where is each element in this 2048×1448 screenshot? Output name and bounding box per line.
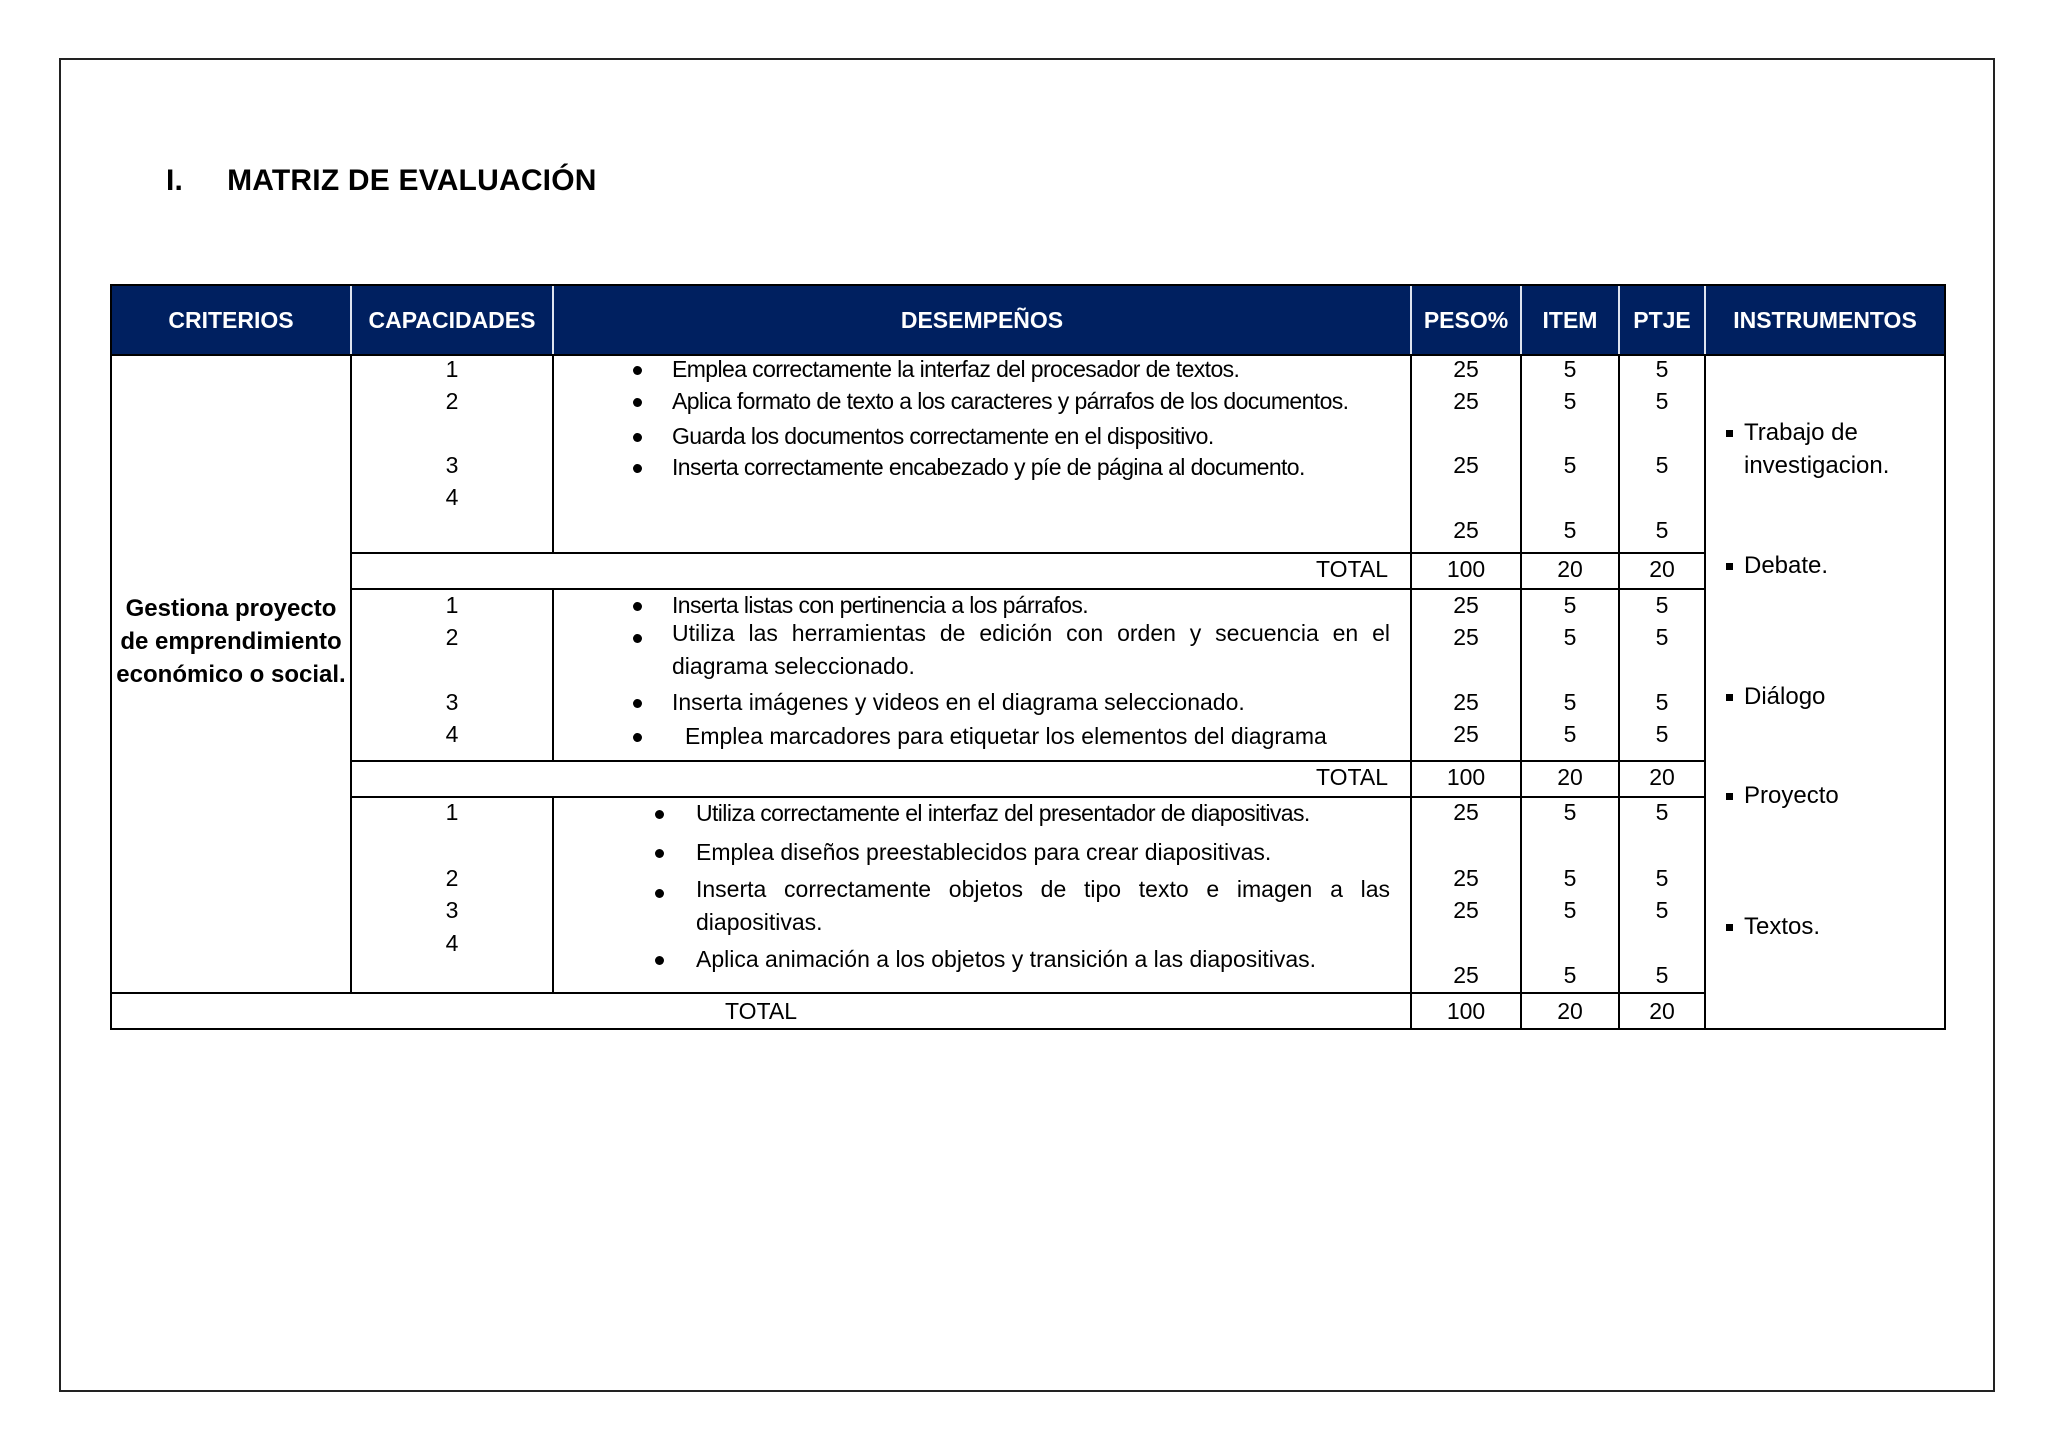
section-heading [166,164,597,198]
item-value: 5 [1563,624,1577,650]
item-value: 5 [1563,962,1577,988]
row-rule [350,760,1704,762]
square-bullet-icon [1726,924,1733,931]
total-ptje: 20 [1649,998,1675,1024]
ptje-value: 5 [1655,897,1669,923]
ptje-value: 5 [1655,799,1669,825]
performance-text: Utiliza correctamente el interfaz del presentador de diapositivas. [696,800,1310,826]
peso-value: 25 [1453,452,1479,478]
total-peso: 100 [1446,556,1486,582]
bullet-icon [655,889,664,898]
instrument-text: Diálogo [1744,683,1826,710]
total-peso: 100 [1446,764,1486,790]
ptje-value: 5 [1655,356,1669,382]
instrument-text: Proyecto [1744,782,1839,809]
capacity-number: 1 [445,356,459,382]
row-rule [350,552,1704,554]
performance-text: Emplea diseños preestablecidos para crear diapositivas. [696,839,1272,865]
square-bullet-icon [1726,793,1733,800]
bullet-icon [633,464,642,473]
total-item: 20 [1557,556,1583,582]
header-item: ITEM [1542,306,1598,333]
total-ptje: 20 [1649,556,1675,582]
capacity-number: 3 [445,689,459,715]
peso-value: 25 [1453,356,1479,382]
bullet-icon [633,398,642,407]
capacity-number: 3 [445,452,459,478]
peso-value: 25 [1453,388,1479,414]
total-label: TOTAL [1316,556,1388,582]
item-value: 5 [1563,721,1577,747]
capacity-number: 4 [445,930,459,956]
peso-value: 25 [1453,962,1479,988]
capacity-number: 2 [445,624,459,650]
ptje-value: 5 [1655,624,1669,650]
capacity-number: 3 [445,897,459,923]
ptje-value: 5 [1655,517,1669,543]
performance-text: Inserta correctamente objetos de tipo texto e imagen a las diapositivas. [696,876,1390,935]
capacity-number: 1 [445,592,459,618]
instrument-text: Trabajo de investigacion. [1744,419,1890,479]
ptje-value: 5 [1655,592,1669,618]
performance-text: Aplica animación a los objetos y transición a las diapositivas. [696,946,1317,972]
peso-value: 25 [1453,865,1479,891]
performance-text: Guarda los documentos correctamente en el dispositivo. [672,423,1214,449]
performance-text: Inserta listas con pertinencia a los párrafos. [672,592,1089,618]
item-value: 5 [1563,388,1577,414]
bullet-icon [655,956,664,965]
column-rule [552,796,554,992]
item-value: 5 [1563,452,1577,478]
item-value: 5 [1563,865,1577,891]
bullet-icon [655,810,664,819]
ptje-value: 5 [1655,865,1669,891]
item-value: 5 [1563,517,1577,543]
performance-text: Emplea marcadores para etiquetar los elementos del diagrama [685,723,1327,749]
criterion-cell: Gestiona proyecto de emprendimiento económico o social. [116,595,346,688]
capacity-number: 2 [445,865,459,891]
total-item: 20 [1557,998,1583,1024]
total-peso: 100 [1446,998,1486,1024]
capacity-number: 2 [445,388,459,414]
header-instrumentos: INSTRUMENTOS [1733,306,1917,333]
row-rule [112,992,1704,994]
item-value: 5 [1563,689,1577,715]
instrument-text: Textos. [1744,913,1821,940]
total-item: 20 [1557,764,1583,790]
bullet-icon [633,733,642,742]
square-bullet-icon [1726,430,1733,437]
header-ptje: PTJE [1633,306,1691,333]
evaluation-matrix-table [110,284,1946,1030]
performance-text: Utiliza las herramientas de edición con orden y secuencia en el diagrama seleccionado. [672,620,1390,679]
section-title: MATRIZ DE EVALUACIÓN [227,164,597,197]
ptje-value: 5 [1655,962,1669,988]
square-bullet-icon [1726,694,1733,701]
ptje-value: 5 [1655,721,1669,747]
item-value: 5 [1563,356,1577,382]
total-label: TOTAL [1316,764,1388,790]
header-desempenos: DESEMPEÑOS [900,306,1064,333]
peso-value: 25 [1453,799,1479,825]
header-criterios: CRITERIOS [168,306,294,333]
instrument-text: Debate. [1744,552,1829,579]
bullet-icon [633,634,642,643]
peso-value: 25 [1453,689,1479,715]
column-rule [1704,354,1706,1030]
header-capacidades: CAPACIDADES [368,306,536,333]
bullet-icon [633,699,642,708]
bullet-icon [633,366,642,375]
performance-text: Inserta correctamente encabezado y píe de página al documento. [672,454,1305,480]
performance-text: Aplica formato de texto a los caracteres y párrafos de los documentos. [672,388,1349,414]
ptje-value: 5 [1655,689,1669,715]
peso-value: 25 [1453,517,1479,543]
total-ptje: 20 [1649,764,1675,790]
performance-text: Inserta imágenes y videos en el diagrama seleccionado. [672,689,1245,715]
performance-text: Emplea correctamente la interfaz del procesador de textos. [672,356,1240,382]
capacity-number: 4 [445,721,459,747]
section-numeral: I. [166,164,184,197]
item-value: 5 [1563,799,1577,825]
column-rule [552,588,554,760]
peso-value: 25 [1453,721,1479,747]
bullet-icon [633,433,642,442]
peso-value: 25 [1453,592,1479,618]
capacity-number: 4 [445,484,459,510]
peso-value: 25 [1453,897,1479,923]
item-value: 5 [1563,897,1577,923]
capacity-number: 1 [445,799,459,825]
column-rule [552,354,554,552]
total-label: TOTAL [725,998,797,1024]
header-peso: PESO% [1423,306,1509,333]
square-bullet-icon [1726,563,1733,570]
peso-value: 25 [1453,624,1479,650]
bullet-icon [655,849,664,858]
item-value: 5 [1563,592,1577,618]
ptje-value: 5 [1655,388,1669,414]
ptje-value: 5 [1655,452,1669,478]
bullet-icon [633,602,642,611]
